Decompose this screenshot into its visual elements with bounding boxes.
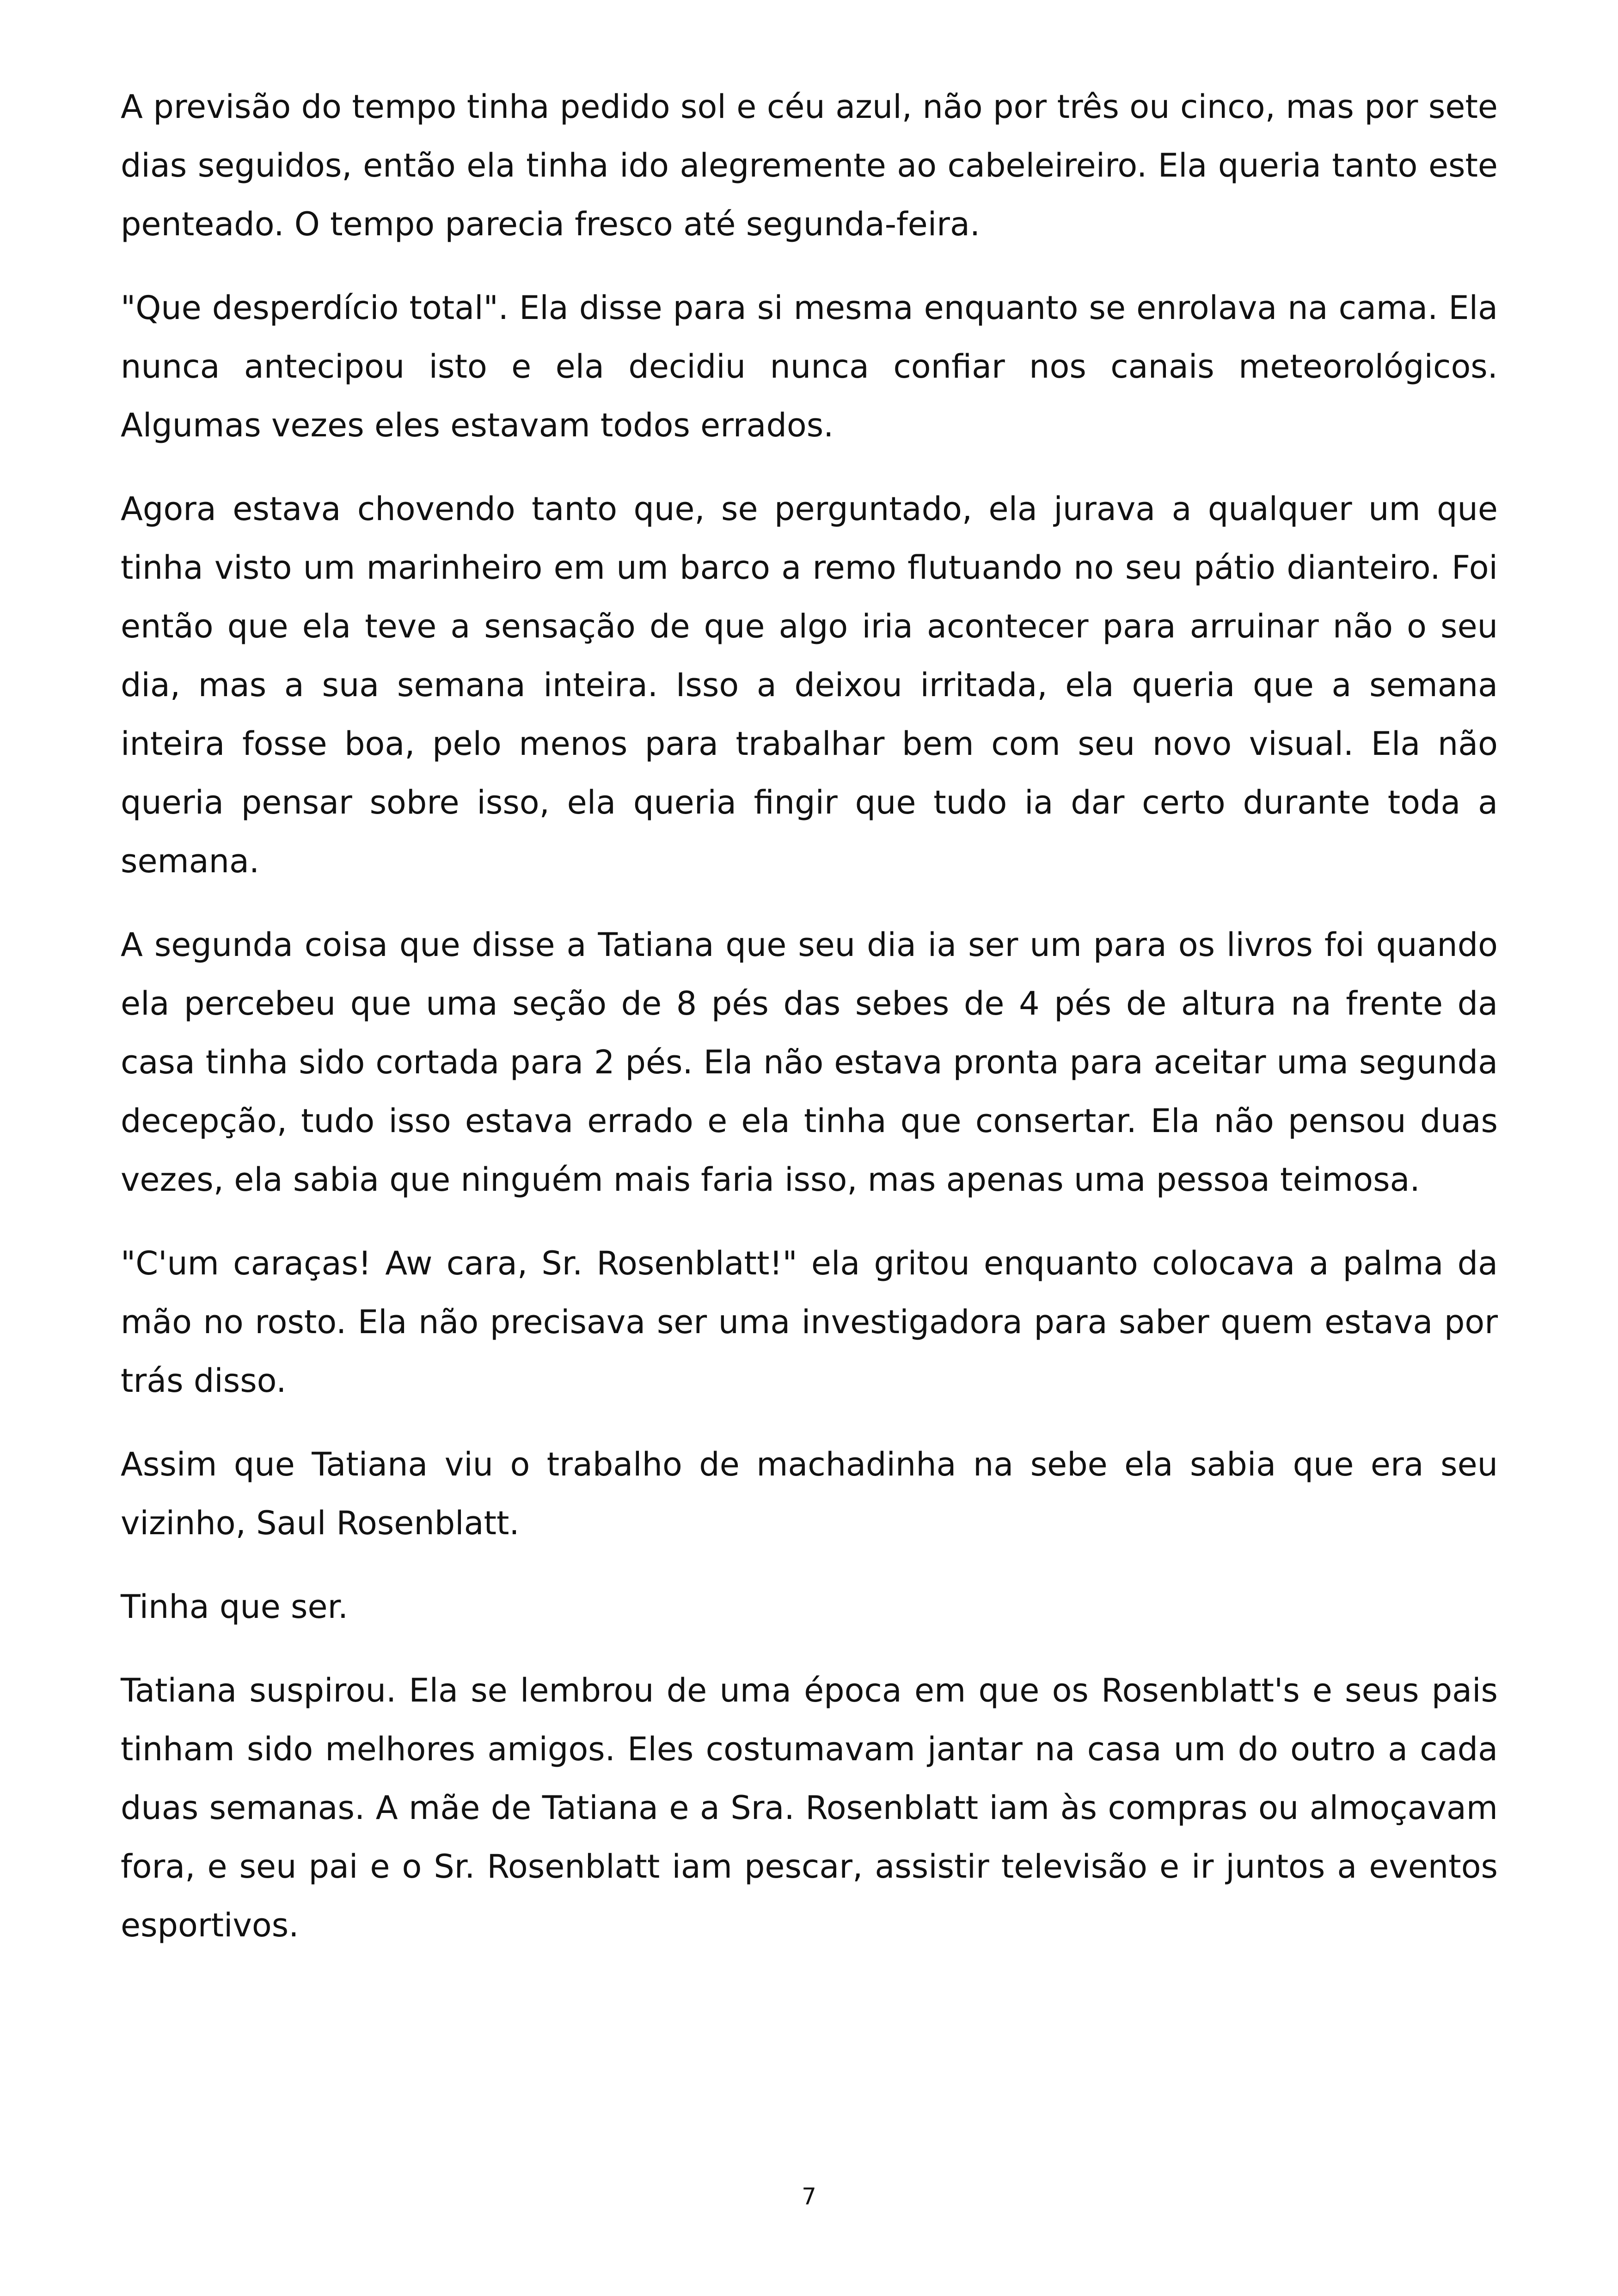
paragraph: Agora estava chovendo tanto que, se perguntado, ela jurava a qualquer um que tinha visto um marinheiro em um barco a remo flutuando no seu pátio dianteiro. Foi então que ela teve a sensação de que algo iria acontecer para arruinar não o seu dia, mas a sua semana inteira. Isso a deixou irritada, ela queria que a semana inteira fosse boa, pelo menos para trabalhar bem com seu novo visual. Ela não queria pensar sobre isso, ela queria fingir que tudo ia dar certo durante toda a semana. xyxy=(121,490,1498,880)
paragraph: "Que desperdício total". Ela disse para si mesma enquanto se enrolava na cama. Ela nunca antecipou isto e ela decidiu nunca confiar nos canais meteorológicos. Algumas vezes eles estavam todos errados. xyxy=(121,289,1498,444)
paragraph: Assim que Tatiana viu o trabalho de machadinha na sebe ela sabia que era seu vizinho, Saul Rosenblatt. xyxy=(121,1445,1498,1542)
paragraph: Tatiana suspirou. Ela se lembrou de uma época em que os Rosenblatt's e seus pais tinham sido melhores amigos. Eles costumavam jantar na casa um do outro a cada duas semanas. A mãe de Tatiana e a Sra. Rosenblatt iam às compras ou almoçavam fora, e seu pai e o Sr. Rosenblatt iam pescar, assistir televisão e ir juntos a eventos esportivos. xyxy=(121,1671,1498,1944)
paragraph: A segunda coisa que disse a Tatiana que seu dia ia ser um para os livros foi quando ela percebeu que uma seção de 8 pés das sebes de 4 pés de altura na frente da casa tinha sido cortada para 2 pés. Ela não estava pronta para aceitar uma segunda decepção, tudo isso estava errado e ela tinha que consertar. Ela não pensou duas vezes, ela sabia que ninguém mais faria isso, mas apenas uma pessoa teimosa. xyxy=(121,926,1498,1199)
paragraph: A previsão do tempo tinha pedido sol e céu azul, não por três ou cinco, mas por sete dias seguidos, então ela tinha ido alegremente ao cabeleireiro. Ela queria tanto este penteado. O tempo parecia fresco até segunda-feira. xyxy=(121,88,1498,243)
paragraph: "C'um caraças! Aw cara, Sr. Rosenblatt!" ela gritou enquanto colocava a palma da mão no rosto. Ela não precisava ser uma investigadora para saber quem estava por trás disso. xyxy=(121,1244,1498,1400)
body-text xyxy=(121,78,1498,1980)
page-number: 7 xyxy=(802,2183,816,2210)
paragraph: Tinha que ser. xyxy=(121,1588,349,1626)
